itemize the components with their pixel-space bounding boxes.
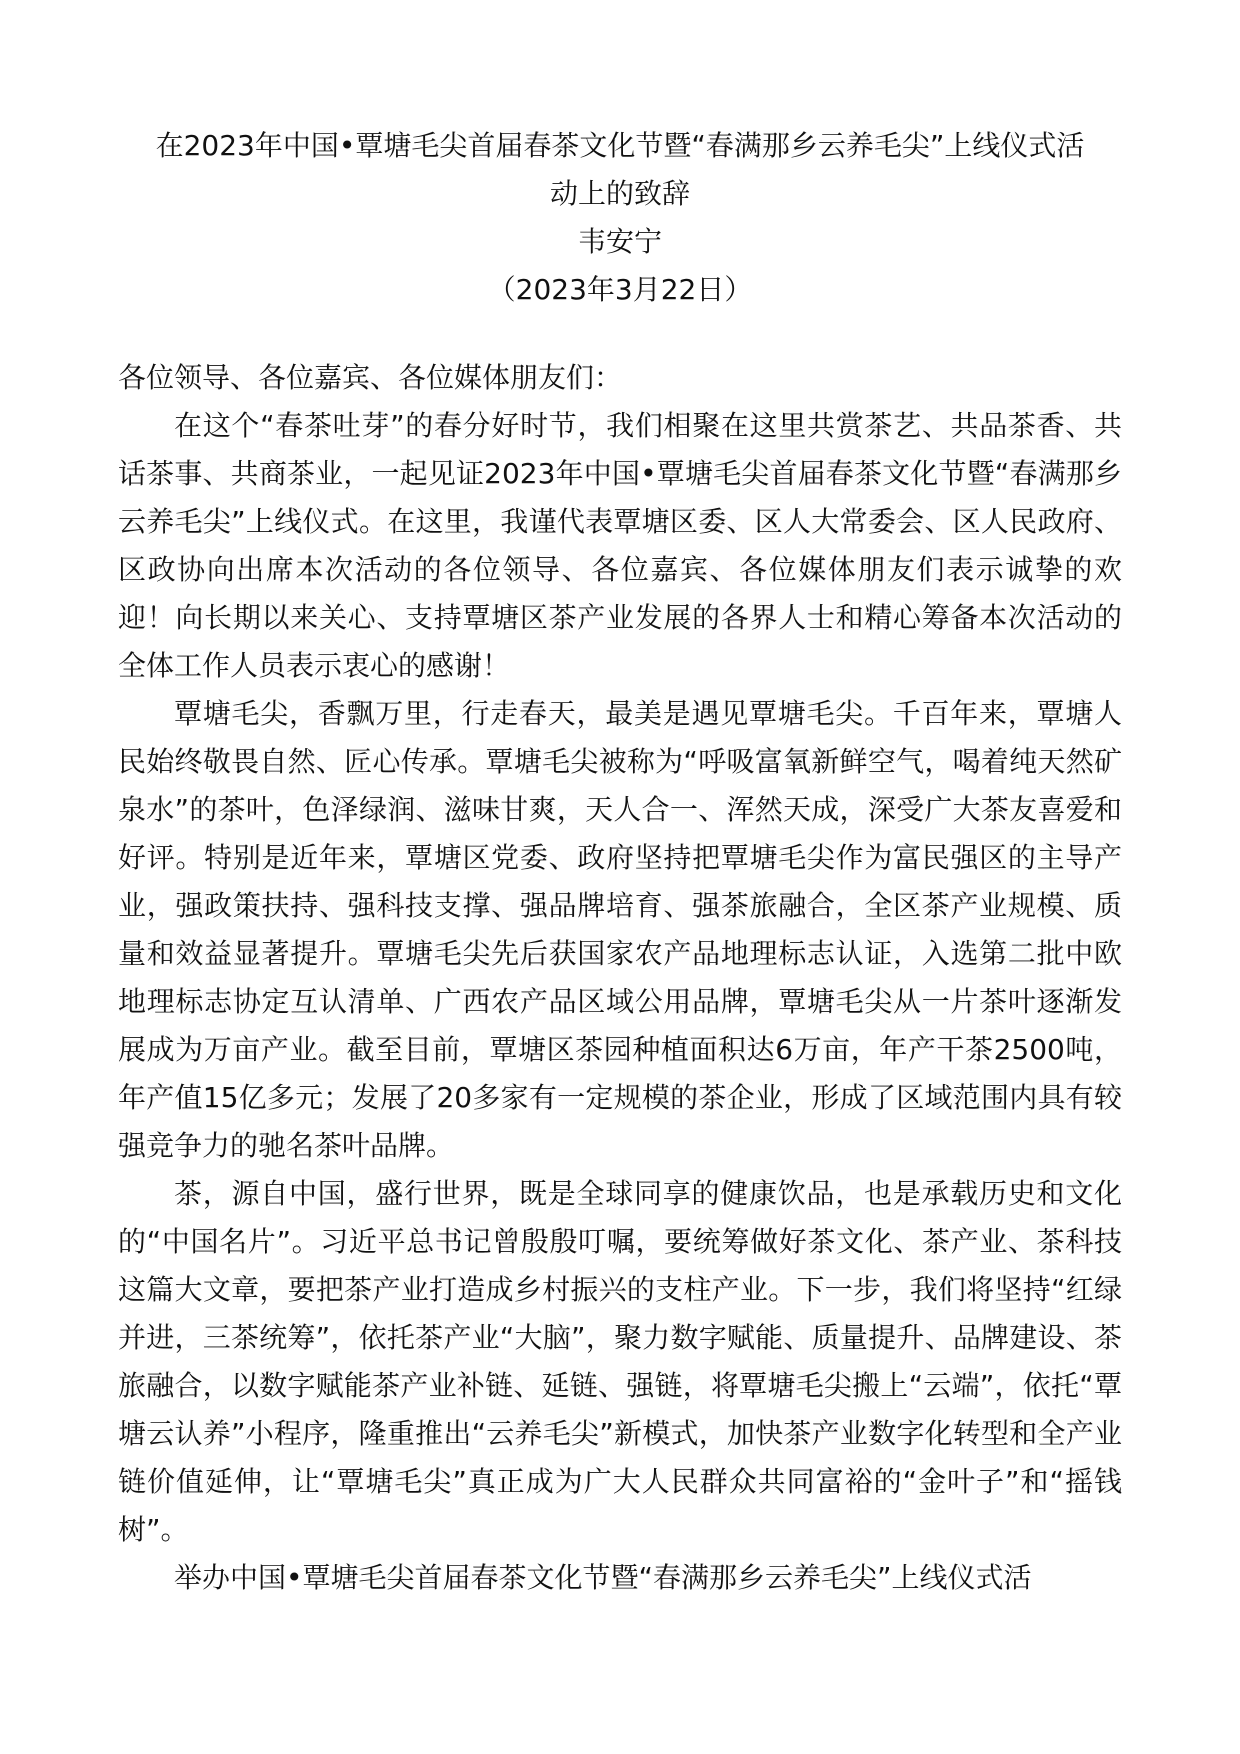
salutation: 各位领导、各位嘉宾、各位媒体朋友们： — [118, 361, 623, 394]
document-author: 韦安宁 — [577, 225, 662, 258]
paragraph-3: 茶，源自中国，盛行世界，既是全球同享的健康饮品，也是承载历史和文化的“中国名片”。习近平总书记曾殷殷叮嘱，要统筹做好茶文化、茶产业、茶科技这篇大文章，要把茶产业打造成乡村振兴的支柱产业。下一步，我们将坚持“红绿并进，三茶统筹”，依托茶产业“大脑”，聚力数字赋能、质量提升、品牌建设、茶旅融合，以数字赋能茶产业补链、延链、强链，将覃塘毛尖搬上“云端”，依托“覃塘云认养”小程序，隆重推出“云养毛尖”新模式，加快茶产业数字化转型和全产业链价值延伸，让“覃塘毛尖”真正成为广大人民群众共同富裕的“金叶子”和“摇钱树”。 — [118, 1177, 1122, 1546]
paragraph-2: 覃塘毛尖，香飘万里，行走春天，最美是遇见覃塘毛尖。千百年来，覃塘人民始终敬畏自然、匠心传承。覃塘毛尖被称为“呼吸富氧新鲜空气，喝着纯天然矿泉水”的茶叶，色泽绿润、滋味甘爽，天人合一、浑然天成，深受广大茶友喜爱和好评。特别是近年来，覃塘区党委、政府坚持把覃塘毛尖作为富民强区的主导产业，强政策扶持、强科技支撑、强品牌培育、强茶旅融合，全区茶产业规模、质量和效益显著提升。覃塘毛尖先后获国家农产品地理标志认证，入选第二批中欧地理标志协定互认清单、广西农产品区域公用品牌，覃塘毛尖从一片茶叶逐渐发展成为万亩产业。截至目前，覃塘区茶园种植面积达6万亩，年产干茶2500吨，年产值15亿多元；发展了20多家有一定规模的茶企业，形成了区域范围内具有较强竞争力的驰名茶叶品牌。 — [118, 697, 1122, 1162]
paragraph-4: 举办中国•覃塘毛尖首届春茶文化节暨“春满那乡云养毛尖”上线仪式活 — [174, 1561, 1032, 1594]
paragraph-1: 在这个“春茶吐芽”的春分好时节，我们相聚在这里共赏茶艺、共品茶香、共话茶事、共商茶业，一起见证2023年中国•覃塘毛尖首届春茶文化节暨“春满那乡云养毛尖”上线仪式。在这里，我谨代表覃塘区委、区人大常委会、区人民政府、区政协向出席本次活动的各位领导、各位嘉宾、各位媒体朋友们表示诚挚的欢迎！向长期以来关心、支持覃塘区茶产业发展的各界人士和精心筹备本次活动的全体工作人员表示衷心的感谢！ — [118, 409, 1122, 682]
title-block — [118, 122, 1122, 314]
document-body — [118, 122, 1122, 1602]
document-date: （2023年3月22日） — [487, 273, 753, 306]
document-title-line-1: 在2023年中国•覃塘毛尖首届春茶文化节暨“春满那乡云养毛尖”上线仪式活 — [155, 129, 1085, 162]
document-title-line-2: 动上的致辞 — [549, 177, 690, 210]
